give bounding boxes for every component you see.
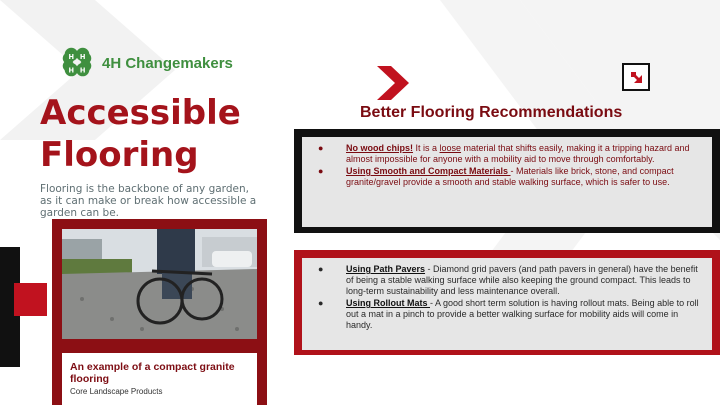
wheelchair-on-gravel-image [62,229,257,339]
arrow-down-right-icon [622,63,650,91]
caption-source: Core Landscape Products [70,387,163,396]
recommendation-box-1 [302,137,712,227]
wheelchair-photo [62,229,257,339]
page-title-line2: Flooring [40,135,199,175]
list-item: ● No wood chips! It is a loose material that shifts easily, making it a tripping hazard and almost impossible for anyone with a mobility aid to move through comfortably. [318,143,690,164]
page-title [40,92,260,176]
section-title: Better Flooring Recommendations [360,104,623,121]
brand-logo [58,44,233,82]
brand-name: 4H Changemakers [102,54,233,72]
decorative-red-square [14,283,47,316]
svg-text:H: H [79,66,86,75]
intro-text: Flooring is the backbone of any garden, as it can make or break how accessible a garden can be. [40,183,257,219]
photo-caption [62,353,257,405]
chevron-right-icon [377,66,409,100]
list-item: ● Using Path Pavers - Diamond grid pavers (and path pavers in general) have the benefit of being a stable walking surface while also keeping the ground compact. This leads to long-term sustainability and less maintenance overall. [318,264,698,296]
page-title-line1: Accessible [40,93,241,133]
recommendation-box-2 [302,258,712,350]
four-leaf-clover-icon [58,44,96,82]
svg-text:H: H [68,53,75,62]
list-item: ● Using Rollout Mats - A good short term solution is having rollout mats. Being able to roll out a mat in a pinch to provide a better walking surface for mobility aids will come in handy. [318,298,699,330]
svg-text:H: H [79,53,86,62]
list-item: ● Using Smooth and Compact Materials - Materials like brick, stone, and compact granite/gravel provide a smooth and stable walking surface, which is safer to use. [318,166,674,187]
svg-text:H: H [68,66,75,75]
caption-title: An example of a compact granite flooring [70,361,235,385]
